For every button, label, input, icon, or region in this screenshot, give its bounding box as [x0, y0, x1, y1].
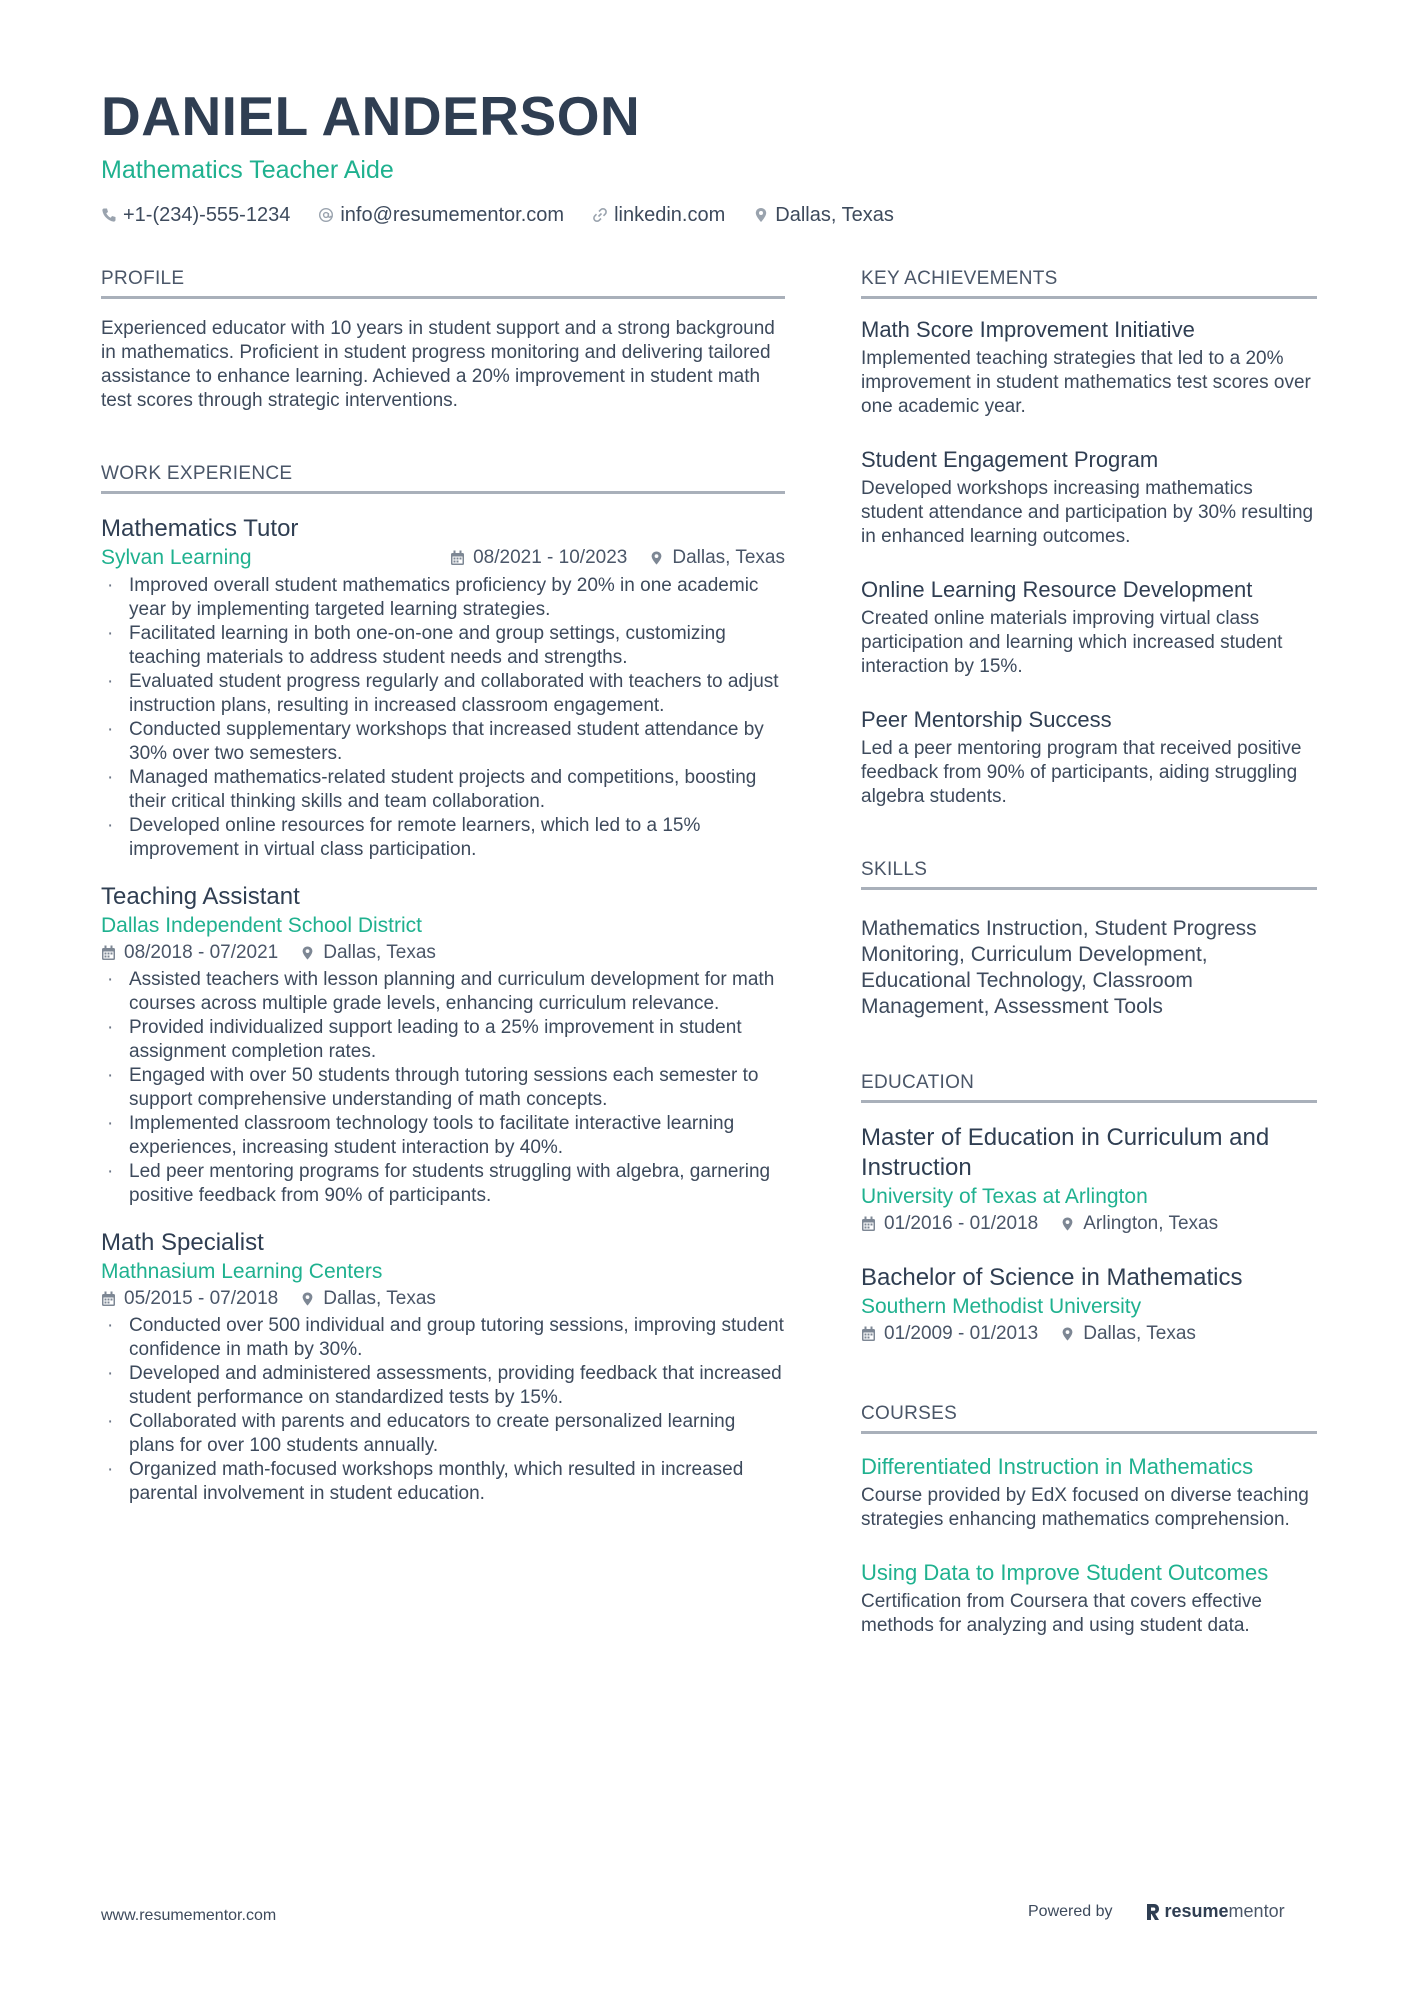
- bullet-item: · Organized math-focused workshops monthly, which resulted in increased parental involvement in student education.: [101, 1458, 785, 1506]
- education-location: [1060, 1321, 1196, 1347]
- job-entry-title: Teaching Assistant: [101, 883, 300, 910]
- phone-icon: [101, 207, 117, 223]
- job-dates: [101, 940, 278, 966]
- job-dates-text: 05/2015 - 07/2018: [124, 1288, 279, 1309]
- profile-section: [101, 268, 785, 413]
- company-name: Sylvan Learning: [101, 546, 252, 569]
- job-dates-text: 08/2021 - 10/2023: [473, 547, 628, 568]
- job-location-text: Dallas, Texas: [323, 942, 436, 963]
- course-item: [861, 1558, 1317, 1638]
- job-bullets: [101, 574, 785, 862]
- contact-bar: [101, 202, 1321, 228]
- achievements-heading: KEY ACHIEVEMENTS: [861, 268, 1317, 299]
- brand-mark-icon: [1145, 1902, 1161, 1922]
- bullet-item: · Conducted supplementary workshops that increased student attendance by 30% over two semesters.: [101, 718, 785, 766]
- link-icon: [592, 207, 608, 223]
- education-item: [861, 1263, 1317, 1347]
- job-location: [649, 545, 785, 571]
- achievement-title: Student Engagement Program: [861, 447, 1159, 472]
- brand-bold: resume: [1164, 1901, 1229, 1921]
- map-pin-icon: [1060, 1326, 1075, 1342]
- education-meta: [861, 1321, 1317, 1347]
- job-meta: [450, 545, 785, 571]
- job-location-text: Dallas, Texas: [323, 1288, 436, 1309]
- job-meta: [101, 1286, 785, 1312]
- company-name: Dallas Independent School District: [101, 914, 423, 937]
- achievement-item: [861, 445, 1317, 549]
- achievement-title: Math Score Improvement Initiative: [861, 317, 1195, 342]
- bullet-item: · Engaged with over 50 students through tutoring sessions each semester to support comprehensive understanding of math concepts.: [101, 1064, 785, 1112]
- experience-heading: WORK EXPERIENCE: [101, 463, 785, 494]
- education-location: [1060, 1211, 1218, 1237]
- company-name: Mathnasium Learning Centers: [101, 1260, 383, 1283]
- resume-header: [101, 84, 1321, 228]
- education-dates: [861, 1211, 1038, 1237]
- courses-heading: COURSES: [861, 1403, 1317, 1434]
- job-dates-text: 08/2018 - 07/2021: [124, 942, 279, 963]
- degree-title: Bachelor of Science in Mathematics: [861, 1264, 1243, 1291]
- bullet-item: · Developed and administered assessments, providing feedback that increased student performance on standardized tests by 15%.: [101, 1362, 785, 1410]
- map-pin-icon: [753, 207, 769, 223]
- course-desc: Course provided by EdX focused on diverse teaching strategies enhancing mathematics comprehension.: [861, 1485, 1309, 1530]
- job-title: Mathematics Teacher Aide: [101, 156, 394, 184]
- course-title: Using Data to Improve Student Outcomes: [861, 1560, 1269, 1585]
- skills-heading: SKILLS: [861, 859, 1317, 890]
- achievement-desc: Led a peer mentoring program that received positive feedback from 90% of participants, aiding struggling algebra students.: [861, 738, 1302, 807]
- education-meta: [861, 1211, 1317, 1237]
- job-entry-company-row: [101, 544, 785, 572]
- powered-by-text: Powered by: [1028, 1902, 1113, 1920]
- brand-light: mentor: [1228, 1901, 1285, 1921]
- job-dates: [101, 1286, 278, 1312]
- at-icon: [318, 207, 334, 223]
- bullet-item: · Collaborated with parents and educators to create personalized learning plans for over 100 students annually.: [101, 1410, 785, 1458]
- left-column: [101, 268, 785, 1506]
- achievement-desc: Created online materials improving virtual class participation and learning which increased student interaction by 15%.: [861, 608, 1283, 677]
- degree-title: Master of Education in Curriculum and Instruction: [861, 1124, 1270, 1181]
- bullet-item: · Facilitated learning in both one-on-one and group settings, customizing teaching materials to address student needs and strengths.: [101, 622, 785, 670]
- school-name: University of Texas at Arlington: [861, 1185, 1148, 1208]
- contact-location: [753, 202, 894, 228]
- achievement-item: [861, 705, 1317, 809]
- achievement-title: Online Learning Resource Development: [861, 577, 1253, 602]
- calendar-icon: [450, 550, 465, 566]
- footer-website[interactable]: www.resumementor.com: [101, 1907, 277, 1924]
- candidate-name: DANIEL ANDERSON: [101, 85, 641, 147]
- education-dates: [861, 1321, 1038, 1347]
- email-text: info@resumementor.com: [340, 204, 565, 226]
- education-heading: EDUCATION: [861, 1072, 1317, 1103]
- job-entry: [101, 882, 785, 1208]
- job-entry: [101, 1228, 785, 1506]
- job-entry: [101, 514, 785, 862]
- job-dates: [450, 545, 627, 571]
- contact-email[interactable]: [318, 202, 564, 228]
- course-item: [861, 1452, 1317, 1532]
- achievement-title: Peer Mentorship Success: [861, 707, 1112, 732]
- profile-heading: PROFILE: [101, 268, 785, 299]
- achievement-item: [861, 575, 1317, 679]
- footer-powered-by: [1028, 1901, 1285, 1922]
- bullet-item: · Assisted teachers with lesson planning and curriculum development for math courses across multiple grade levels, enhancing curriculum relevance.: [101, 968, 785, 1016]
- job-meta: [101, 940, 785, 966]
- education-location-text: Arlington, Texas: [1083, 1213, 1219, 1234]
- job-location: [300, 1286, 436, 1312]
- education-item: [861, 1123, 1317, 1237]
- map-pin-icon: [649, 550, 664, 566]
- linkedin-text: linkedin.com: [614, 204, 726, 226]
- bullet-item: · Led peer mentoring programs for students struggling with algebra, garnering positive feedback from 90% of participants.: [101, 1160, 785, 1208]
- brand-logo[interactable]: [1145, 1901, 1285, 1922]
- calendar-icon: [101, 1291, 116, 1307]
- calendar-icon: [861, 1216, 876, 1232]
- contact-linkedin[interactable]: [592, 202, 725, 228]
- achievement-item: [861, 315, 1317, 419]
- course-desc: Certification from Coursera that covers effective methods for analyzing and using student data.: [861, 1591, 1262, 1636]
- job-bullets: [101, 968, 785, 1208]
- achievements-section: [861, 268, 1317, 809]
- bullet-item: · Improved overall student mathematics proficiency by 20% in one academic year by implementing targeted learning strategies.: [101, 574, 785, 622]
- skills-text: Mathematics Instruction, Student Progress Monitoring, Curriculum Development, Educational Technology, Classroom Management, Assessment Tools: [861, 917, 1257, 1018]
- bullet-item: · Provided individualized support leading to a 25% improvement in student assignment completion rates.: [101, 1016, 785, 1064]
- bullet-item: · Evaluated student progress regularly and collaborated with teachers to adjust instruction plans, resulting in increased classroom engagement.: [101, 670, 785, 718]
- job-bullets: [101, 1314, 785, 1506]
- education-dates-text: 01/2009 - 01/2013: [884, 1323, 1039, 1344]
- skills-section: [861, 859, 1317, 1020]
- calendar-icon: [101, 945, 116, 961]
- education-location-text: Dallas, Texas: [1083, 1323, 1196, 1344]
- phone-text: +1-(234)-555-1234: [123, 204, 291, 226]
- education-dates-text: 01/2016 - 01/2018: [884, 1213, 1039, 1234]
- job-entry-title: Mathematics Tutor: [101, 515, 299, 542]
- courses-section: [861, 1403, 1317, 1638]
- achievement-desc: Developed workshops increasing mathematics student attendance and participation by 30% resulting in enhanced learning outcomes.: [861, 478, 1314, 547]
- experience-section: [101, 463, 785, 1506]
- school-name: Southern Methodist University: [861, 1295, 1142, 1318]
- bullet-item: · Managed mathematics-related student projects and competitions, boosting their critical thinking skills and team collaboration.: [101, 766, 785, 814]
- contact-phone[interactable]: [101, 202, 290, 228]
- bullet-item: · Developed online resources for remote learners, which led to a 15% improvement in virtual class participation.: [101, 814, 785, 862]
- job-location: [300, 940, 436, 966]
- achievement-desc: Implemented teaching strategies that led to a 20% improvement in student mathematics test scores over one academic year.: [861, 348, 1311, 417]
- location-text: Dallas, Texas: [775, 204, 894, 226]
- calendar-icon: [861, 1326, 876, 1342]
- map-pin-icon: [300, 1291, 315, 1307]
- job-location-text: Dallas, Texas: [672, 547, 785, 568]
- bullet-item: · Implemented classroom technology tools to facilitate interactive learning experiences, increasing student interaction by 40%.: [101, 1112, 785, 1160]
- map-pin-icon: [300, 945, 315, 961]
- course-title: Differentiated Instruction in Mathematics: [861, 1454, 1254, 1479]
- map-pin-icon: [1060, 1216, 1075, 1232]
- profile-text: Experienced educator with 10 years in student support and a strong background in mathematics. Proficient in student progress monitoring and delivering tailored assistance to enhance learning. Achieved a 20% improvement in student math test scores through strategic interventions.: [101, 318, 775, 411]
- bullet-item: · Conducted over 500 individual and group tutoring sessions, improving student confidence in math by 30%.: [101, 1314, 785, 1362]
- job-entry-title: Math Specialist: [101, 1229, 264, 1256]
- right-column: [861, 268, 1317, 1638]
- education-section: [861, 1072, 1317, 1347]
